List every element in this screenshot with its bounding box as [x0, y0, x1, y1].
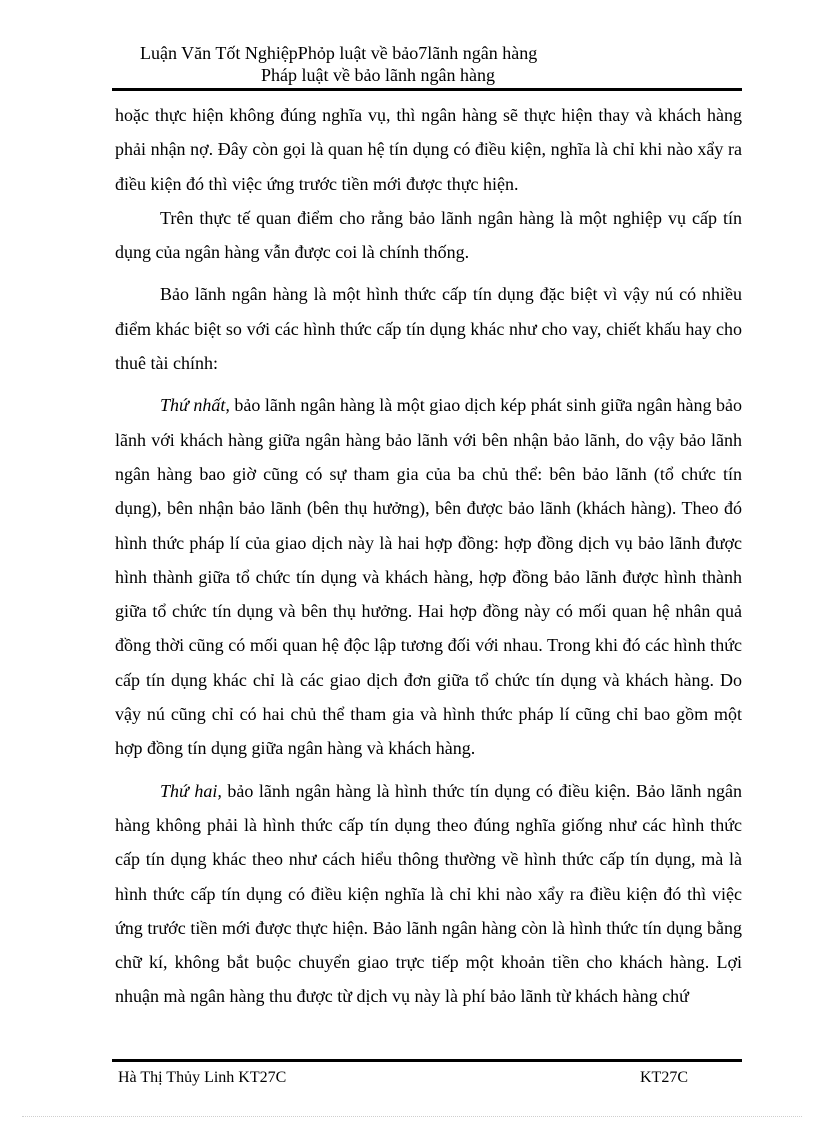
paragraph-5-lead: Thứ hai,: [160, 780, 222, 801]
page-header: [0, 0, 816, 92]
footer-class: KT27C: [640, 1069, 688, 1086]
header-subtitle: Pháp luật về bảo lãnh ngân hàng: [261, 65, 495, 85]
paragraph-4-lead: Thứ nhất,: [160, 395, 230, 416]
paragraph-5: [115, 774, 742, 1014]
document-body: [115, 98, 742, 1014]
paragraph-5-text: bảo lãnh ngân hàng là hình thức tín dụng có điều kiện. Bảo lãnh ngân hàng không phải là hình thức cấp tín dụng theo đúng nghĩa giống như các hình thức cấp tín dụng khác theo như cách hiểu thông thường về hình thức cấp tín dụng, mà là hình thức cấp tín dụng có điều kiện nghĩa là chỉ khi nào xẩy ra điều kiện đó thì việc ứng trước tiền mới được thực hiện. Bảo lãnh ngân hàng còn là hình thức tín dụng bằng chữ kí, không bắt buộc chuyển giao trực tiếp một khoản tiền cho khách hàng. Lợi nhuận mà ngân hàng thu được từ dịch vụ này là phí bảo lãnh từ khách hàng chứ: [115, 780, 742, 1007]
header-divider: [112, 88, 742, 91]
paragraph-3: Bảo lãnh ngân hàng là một hình thức cấp tín dụng đặc biệt vì vậy nú có nhiều điểm khác biệt so với các hình thức cấp tín dụng khác như cho vay, chiết khấu hay cho thuê tài chính:: [115, 284, 742, 374]
paragraph-4: [115, 388, 742, 765]
footer-author: Hà Thị Thủy Linh KT27C: [118, 1069, 287, 1086]
header-title: Luận Văn Tốt NghiệpPhỏp luật về bảo7lãnh ngân hàng: [140, 43, 538, 63]
paragraph-1: hoặc thực hiện không đúng nghĩa vụ, thì ngân hàng sẽ thực hiện thay và khách hàng phải nhận nợ. Đây còn gọi là quan hệ tín dụng có điều kiện, nghĩa là chỉ khi nào xẩy ra điều kiện đó thì việc ứng trước tiền mới được thực hiện.: [115, 105, 742, 194]
page-edge: [22, 1116, 802, 1117]
paragraph-4-text: bảo lãnh ngân hàng là một giao dịch kép phát sinh giữa ngân hàng bảo lãnh với khách hàng giữa ngân hàng bảo lãnh với bên nhận bảo lãnh, do vậy bảo lãnh ngân hàng bao giờ cũng có sự tham gia của ba chủ thể: bên bảo lãnh (tổ chức tín dụng), bên nhận bảo lãnh (bên thụ hưởng), bên được bảo lãnh (khách hàng). Theo đó hình thức pháp lí của giao dịch này là hai hợp đồng: hợp đồng dịch vụ bảo lãnh được hình thành giữa tổ chức tín dụng và khách hàng, hợp đồng bảo lãnh được hình thành giữa tổ chức tín dụng và bên thụ hưởng. Hai hợp đồng này có mối quan hệ nhân quả đồng thời cũng có mối quan hệ độc lập tương đối với nhau. Trong khi đó các hình thức cấp tín dụng khác chỉ là các giao dịch đơn giữa tổ chức tín dụng và khách hàng. Do vậy nú cũng chỉ có hai chủ thể tham gia và hình thức pháp lí cũng chỉ bao gồm một hợp đồng tín dụng giữa ngân hàng và khách hàng.: [115, 395, 742, 759]
paragraph-2: Trên thực tế quan điểm cho rằng bảo lãnh ngân hàng là một nghiệp vụ cấp tín dụng của ngân hàng vẫn được coi là chính thống.: [115, 207, 742, 263]
footer-divider: [112, 1059, 742, 1062]
